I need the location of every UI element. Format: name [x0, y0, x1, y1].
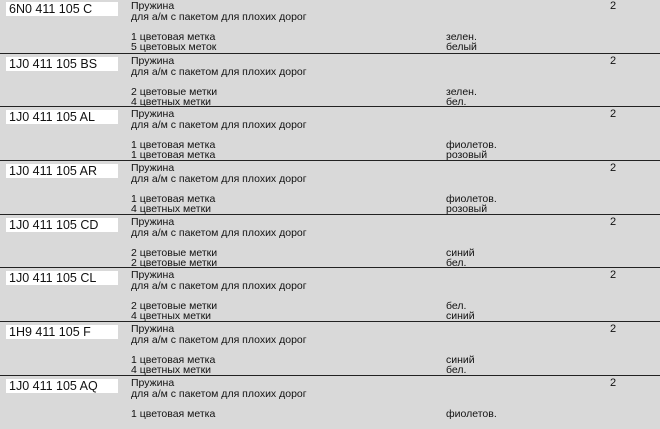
color-1: зелен. [446, 31, 477, 43]
color-2: бел. [446, 364, 467, 377]
part-number[interactable]: 1J0 411 105 CL [6, 271, 118, 285]
color-2: синий [446, 310, 475, 323]
part-description: для а/м с пакетом для плохих дорог [131, 334, 307, 347]
color-2: розовый [446, 203, 488, 216]
part-row[interactable] [0, 267, 660, 321]
color-mark-2: 4 цветных метки [131, 95, 212, 108]
part-name: Пружина [131, 162, 175, 175]
part-name: Пружина [131, 0, 175, 12]
part-name: Пружина [131, 215, 175, 228]
part-name: Пружина [131, 269, 175, 282]
part-description: для а/м с пакетом для плохих дорог [131, 280, 307, 293]
part-number[interactable]: 1J0 411 105 BS [6, 57, 118, 71]
color-1: фиолетов. [446, 139, 497, 152]
part-row[interactable] [0, 160, 660, 214]
color-mark-1: 1 цветовая метка [131, 354, 216, 367]
color-mark-2: 1 цветовая метка [131, 149, 216, 162]
color-mark-1: 1 цветовая метка [131, 139, 216, 152]
color-2: бел. [446, 256, 467, 269]
color-mark-2: 4 цветных метки [131, 203, 212, 216]
color-mark-1: 1 цветовая метка [131, 193, 216, 206]
color-2: розовый [446, 149, 488, 162]
color-mark-1: 1 цветовая метка [131, 31, 216, 43]
color-mark-2: 5 цветовых меток [131, 41, 217, 53]
quantity: 2 [610, 269, 617, 282]
part-description: для а/м с пакетом для плохих дорог [131, 173, 307, 186]
color-mark-1: 2 цветовые метки [131, 246, 218, 259]
color-mark-1: 2 цветовые метки [131, 300, 218, 313]
part-description: для а/м с пакетом для плохих дорог [131, 226, 307, 239]
color-mark-1: 1 цветовая метка [131, 407, 216, 420]
color-2: бел. [446, 95, 467, 108]
part-number[interactable]: 1H9 411 105 F [6, 325, 118, 339]
color-1: синий [446, 246, 475, 259]
color-1: синий [446, 354, 475, 367]
quantity: 2 [610, 323, 617, 336]
quantity: 2 [610, 376, 617, 389]
part-name: Пружина [131, 108, 175, 121]
part-row[interactable] [0, 53, 660, 107]
part-name: Пружина [131, 54, 175, 67]
color-mark-1: 2 цветовые метки [131, 85, 218, 98]
part-description: для а/м с пакетом для плохих дорог [131, 11, 307, 23]
color-mark-2: 4 цветных метки [131, 310, 212, 323]
color-mark-2: 2 цветовые метки [131, 256, 218, 269]
color-1: фиолетов. [446, 407, 497, 420]
part-number[interactable]: 6N0 411 105 C [6, 2, 118, 16]
part-description: для а/м с пакетом для плохих дорог [131, 387, 307, 400]
part-row[interactable] [0, 214, 660, 268]
part-name: Пружина [131, 376, 175, 389]
quantity: 2 [610, 0, 617, 12]
part-row[interactable] [0, 0, 660, 53]
color-mark-2: 4 цветных метки [131, 364, 212, 377]
quantity: 2 [610, 215, 617, 228]
color-1: зелен. [446, 85, 477, 98]
part-row[interactable] [0, 375, 660, 429]
color-2: белый [446, 41, 477, 53]
part-number[interactable]: 1J0 411 105 AQ [6, 379, 118, 393]
quantity: 2 [610, 108, 617, 121]
quantity: 2 [610, 54, 617, 67]
part-number[interactable]: 1J0 411 105 AL [6, 110, 118, 124]
part-row[interactable] [0, 106, 660, 160]
part-number[interactable]: 1J0 411 105 CD [6, 218, 118, 232]
part-description: для а/м с пакетом для плохих дорог [131, 119, 307, 132]
color-1: бел. [446, 300, 467, 313]
color-1: фиолетов. [446, 193, 497, 206]
part-description: для а/м с пакетом для плохих дорог [131, 65, 307, 78]
part-row[interactable] [0, 321, 660, 375]
part-name: Пружина [131, 323, 175, 336]
part-number[interactable]: 1J0 411 105 AR [6, 164, 118, 178]
quantity: 2 [610, 162, 617, 175]
